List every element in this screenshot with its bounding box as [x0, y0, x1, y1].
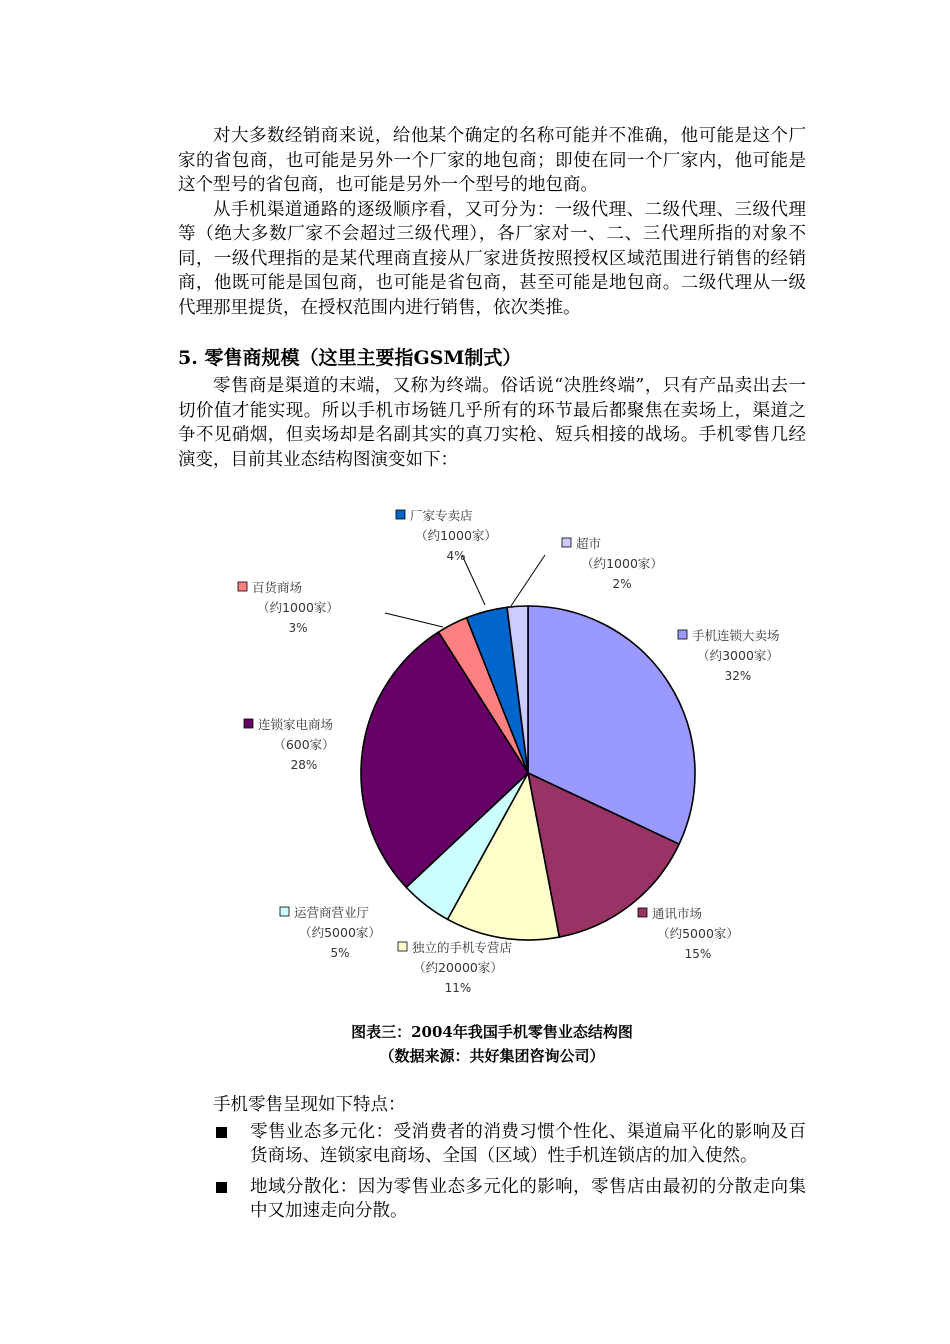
leader-line [511, 555, 545, 606]
legend-swatch [638, 908, 647, 917]
slice-note-label: （约1000家） [415, 528, 497, 543]
list-item-text: 地域分散化：因为零售业态多元化的影响，零售店由最初的分散走向集中又加速走向分散。 [250, 1176, 806, 1221]
legend-swatch [396, 510, 405, 519]
slice-note-label: （约20000家） [413, 960, 503, 975]
slice-note-label: （600家） [273, 737, 335, 752]
legend-swatch [398, 942, 407, 951]
slice-percent-label: 11% [444, 981, 472, 995]
slice-name-label: 超市 [576, 536, 602, 551]
slice-name-label: 手机连锁大卖场 [692, 628, 780, 643]
slice-percent-label: 3% [288, 621, 308, 635]
figure-caption-source: （数据来源：共好集团咨询公司） [379, 1047, 605, 1065]
slice-percent-label: 15% [684, 947, 712, 961]
slice-note-label: （约3000家） [697, 648, 779, 663]
list-item [178, 1120, 806, 1169]
slice-name-label: 通讯市场 [652, 906, 703, 921]
legend-swatch [562, 538, 571, 547]
square-bullet-icon [216, 1182, 227, 1193]
slice-percent-label: 2% [612, 577, 632, 591]
legend-swatch [678, 630, 687, 639]
slice-name-label: 百货商场 [252, 580, 303, 595]
legend-swatch [280, 907, 289, 916]
slice-name-label: 连锁家电商场 [258, 717, 334, 732]
slice-percent-label: 28% [290, 758, 318, 772]
retail-structure-pie-chart [200, 500, 800, 1010]
legend-swatch [238, 582, 247, 591]
slice-name-label: 独立的手机专营店 [412, 940, 513, 955]
section-body [178, 374, 806, 472]
list-item-text: 零售业态多元化：受消费者的消费习惯个性化、渠道扁平化的影响及百货商场、连锁家电商场、全国（区域）性手机连锁店的加入使然。 [250, 1121, 806, 1166]
section-heading: 5. 零售商规模（这里主要指GSM制式） [178, 347, 522, 369]
legend-swatch [244, 719, 253, 728]
paragraph-retail-terminal: 零售商是渠道的末端，又称为终端。俗话说“决胜终端”，只有产品卖出去一切价值才能实现。所以手机市场链几乎所有的环节最后都聚焦在卖场上，渠道之争不见硝烟，但卖场却是名副其实的真刀实枪、短兵相接的战场。手机零售几经演变，目前其业态结构图演变如下： [178, 376, 806, 470]
list-item [178, 1175, 806, 1224]
paragraph-agent-levels: 从手机渠道通路的逐级顺序看，又可分为：一级代理、二级代理、三级代理等（绝大多数厂家不会超过三级代理），各厂家对一、二、三代理所指的对象不同，一级代理指的是某代理商直接从厂家进货按照授权区域范围进行销售的经销商，他既可能是国包商，也可能是省包商，甚至可能是地包商。二级代理从一级代理那里提货，在授权范围内进行销售，依次类推。 [178, 199, 806, 318]
paragraph-distributor-naming: 对大多数经销商来说，给他某个确定的名称可能并不准确，他可能是这个厂家的省包商，也可能是另外一个厂家的地包商；即使在同一个厂家内，他可能是这个型号的省包商，也可能是另外一个型号的地包商。 [178, 126, 806, 195]
pie-chart-svg [200, 500, 800, 1010]
square-bullet-icon [216, 1127, 227, 1138]
slice-note-label: （约1000家） [581, 556, 663, 571]
figure-caption [178, 1020, 806, 1068]
slice-note-label: （约1000家） [257, 600, 339, 615]
slice-note-label: （约5000家） [299, 925, 381, 940]
slice-name-label: 运营商营业厅 [294, 905, 370, 920]
features-list [178, 1093, 806, 1230]
slice-percent-label: 32% [724, 669, 752, 683]
figure-caption-title: 图表三：2004年我国手机零售业态结构图 [351, 1023, 633, 1041]
body-paragraphs [178, 124, 806, 320]
slice-note-label: （约5000家） [657, 926, 739, 941]
leader-line [385, 613, 443, 627]
slice-percent-label: 5% [330, 946, 350, 960]
slice-name-label: 厂家专卖店 [410, 508, 473, 523]
features-intro: 手机零售呈现如下特点： [213, 1095, 406, 1115]
slice-percent-label: 4% [446, 549, 466, 563]
